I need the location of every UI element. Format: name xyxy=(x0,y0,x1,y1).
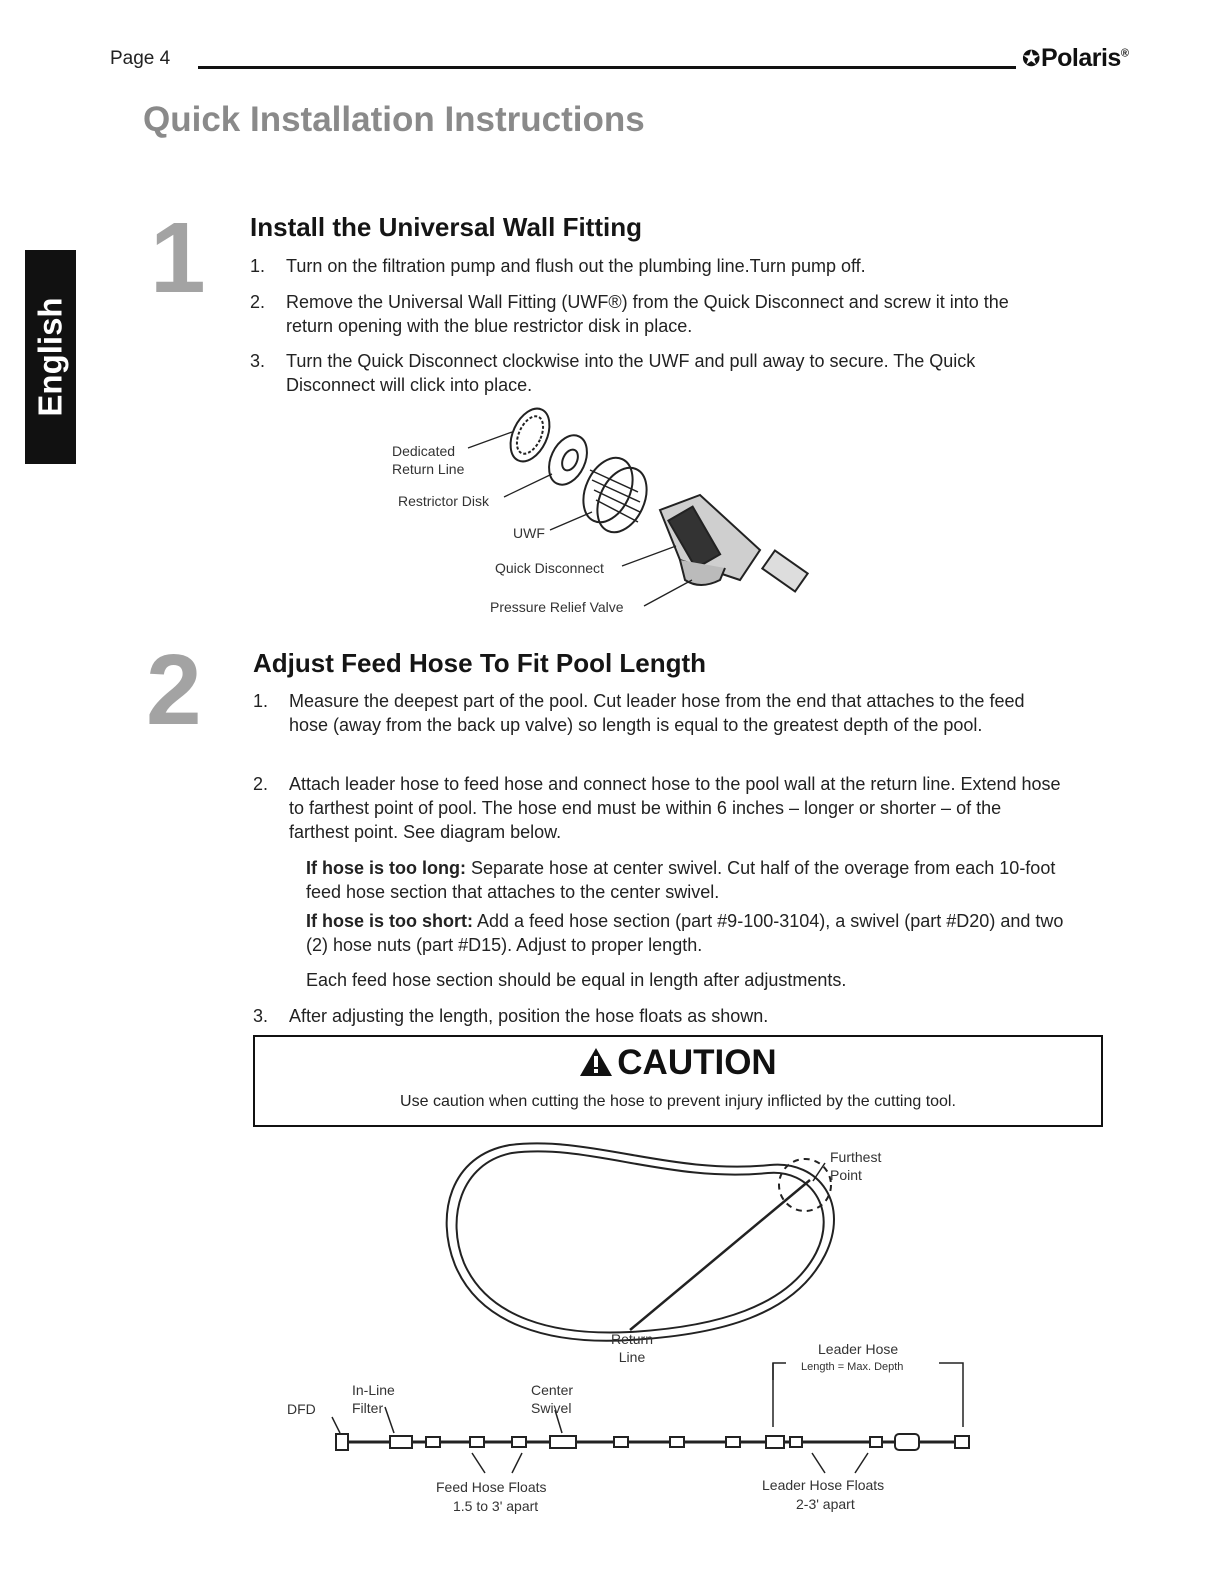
pool-hose xyxy=(630,1180,810,1330)
step-2-item-3 xyxy=(253,1004,1053,1028)
hose-float xyxy=(470,1437,484,1447)
item-number: 1. xyxy=(250,256,266,276)
label-restrictor-disk: Restrictor Disk xyxy=(398,493,490,509)
arrow xyxy=(813,1163,825,1181)
step-1-item-2 xyxy=(250,290,1020,338)
step-1-item-3 xyxy=(250,349,1060,397)
uwf-fitting-back xyxy=(588,460,657,540)
center-swivel xyxy=(550,1436,576,1448)
label-leader-hose-floats: Leader Hose Floats xyxy=(762,1477,885,1493)
brand-logo xyxy=(1022,44,1128,73)
item-number: 1. xyxy=(253,691,269,711)
note-equal-length: Each feed hose section should be equal in length after adjustments. xyxy=(306,970,847,990)
item-number: 3. xyxy=(253,1006,269,1026)
label-dedicated-return-line: Dedicated Return Line xyxy=(392,443,465,477)
pool-outline-inner xyxy=(457,1151,824,1332)
label-leader-length: Length = Max. Depth xyxy=(801,1361,904,1373)
step-2-item-2 xyxy=(253,772,1063,844)
step-2-item-1 xyxy=(253,689,1053,737)
arrow xyxy=(512,1453,522,1473)
caution-heading-text: CAUTION xyxy=(617,1043,777,1082)
step-1-number: 1 xyxy=(150,202,206,314)
label-return-line: Return Line xyxy=(610,1331,654,1365)
caution-text: Use caution when cutting the hose to prevent injury inflicted by the cutting tool. xyxy=(400,1093,956,1110)
label-uwf: UWF xyxy=(513,525,545,541)
note-hose-too-short xyxy=(306,909,1076,957)
label-feed-hose-floats: Feed Hose Floats xyxy=(436,1479,547,1495)
step-2-title: Adjust Feed Hose To Fit Pool Length xyxy=(253,648,707,678)
restrictor-disk xyxy=(542,429,595,490)
item-number: 3. xyxy=(250,351,266,371)
arrow xyxy=(472,1453,485,1473)
language-tab xyxy=(25,250,76,464)
label-feed-spacing: 1.5 to 3' apart xyxy=(453,1498,539,1514)
note-text: Separate hose at center swivel. Cut half of the overage from each 10-foot feed hose section that attaches to the center swivel. xyxy=(306,858,1056,902)
item-text: Remove the Universal Wall Fitting (UWF®) from the Quick Disconnect and screw it into the return opening with the blue restrictor disk in place. xyxy=(286,292,1009,336)
back-up-valve xyxy=(895,1434,919,1450)
return-line-ring xyxy=(503,402,557,467)
hose-connector xyxy=(762,551,807,592)
arrow xyxy=(332,1417,340,1433)
inline-filter xyxy=(390,1436,412,1448)
hose-nut xyxy=(766,1436,784,1448)
note-text: Add a feed hose section (part #9-100-3104), a swivel (part #D20) and two (2) hose nuts (part #D15). Adjust to proper length. xyxy=(306,911,1064,955)
hose-float xyxy=(426,1437,440,1447)
label-furthest-point: Furthest Point xyxy=(830,1149,882,1183)
leader-bracket-left xyxy=(773,1363,786,1380)
warning-icon xyxy=(579,1047,613,1077)
header-rule xyxy=(198,66,1016,69)
brand-mark: ® xyxy=(1120,47,1129,60)
label-leader-hose: Leader Hose xyxy=(818,1341,899,1357)
step-1-item-1 xyxy=(250,254,1050,278)
caution-heading xyxy=(255,1043,1101,1083)
item-text: Measure the deepest part of the pool. Cut leader hose from the end that attaches to the feed hose (away from the back up valve) so length is equal to the greatest depth of the pool. xyxy=(289,691,1025,735)
dfd-component xyxy=(336,1434,348,1450)
leader-line xyxy=(504,474,552,497)
leader-bracket-right xyxy=(939,1363,963,1427)
label-center-swivel: Center Swivel xyxy=(531,1382,574,1416)
page-number: Page 4 xyxy=(110,48,171,69)
label-pressure-relief-valve: Pressure Relief Valve xyxy=(490,599,624,615)
leader-hose-float xyxy=(790,1437,802,1447)
label-quick-disconnect: Quick Disconnect xyxy=(495,560,604,576)
note-hose-too-long xyxy=(306,856,1076,904)
polaris-logo-icon: ✪ xyxy=(1022,46,1040,71)
hose-float xyxy=(512,1437,526,1447)
leader-line xyxy=(622,546,676,566)
hose-float xyxy=(670,1437,684,1447)
item-text: Turn the Quick Disconnect clockwise into the UWF and pull away to secure. The Quick Disconnect will click into place. xyxy=(286,351,976,395)
language-tab-label: English xyxy=(31,297,69,417)
uwf-diagram xyxy=(380,400,830,625)
page-title: Quick Installation Instructions xyxy=(143,100,645,139)
item-text: Attach leader hose to feed hose and connect hose to the pool wall at the return line. Extend hose to farthest point of pool. The hose end must be within 6 inches – longer or shorter – of the farthest point. See diagram below. xyxy=(289,774,1061,842)
brand-name: Polaris xyxy=(1040,44,1121,72)
leader-line xyxy=(550,512,592,530)
label-inline-filter: In-Line Filter xyxy=(352,1382,395,1416)
return-line-threads xyxy=(512,412,549,458)
step-1-title: Install the Universal Wall Fitting xyxy=(250,212,642,242)
caution-box xyxy=(253,1035,1103,1127)
hose-float xyxy=(726,1437,740,1447)
item-number: 2. xyxy=(253,774,269,794)
arrow xyxy=(812,1453,825,1473)
label-dfd: DFD xyxy=(287,1401,316,1417)
item-number: 2. xyxy=(250,292,266,312)
label-leader-spacing: 2-3' apart xyxy=(796,1496,855,1512)
leader-hose-float xyxy=(870,1437,882,1447)
leader-line xyxy=(644,580,692,606)
item-text: After adjusting the length, position the hose floats as shown. xyxy=(289,1006,769,1026)
note-label: If hose is too short: xyxy=(306,911,474,931)
note-label: If hose is too long: xyxy=(306,858,466,878)
item-text: Turn on the filtration pump and flush out the plumbing line.Turn pump off. xyxy=(286,256,866,276)
hose-float xyxy=(614,1437,628,1447)
restrictor-disk-hole xyxy=(559,447,581,473)
step-2-number: 2 xyxy=(146,634,202,746)
hose-end xyxy=(955,1436,969,1448)
arrow xyxy=(855,1453,868,1473)
